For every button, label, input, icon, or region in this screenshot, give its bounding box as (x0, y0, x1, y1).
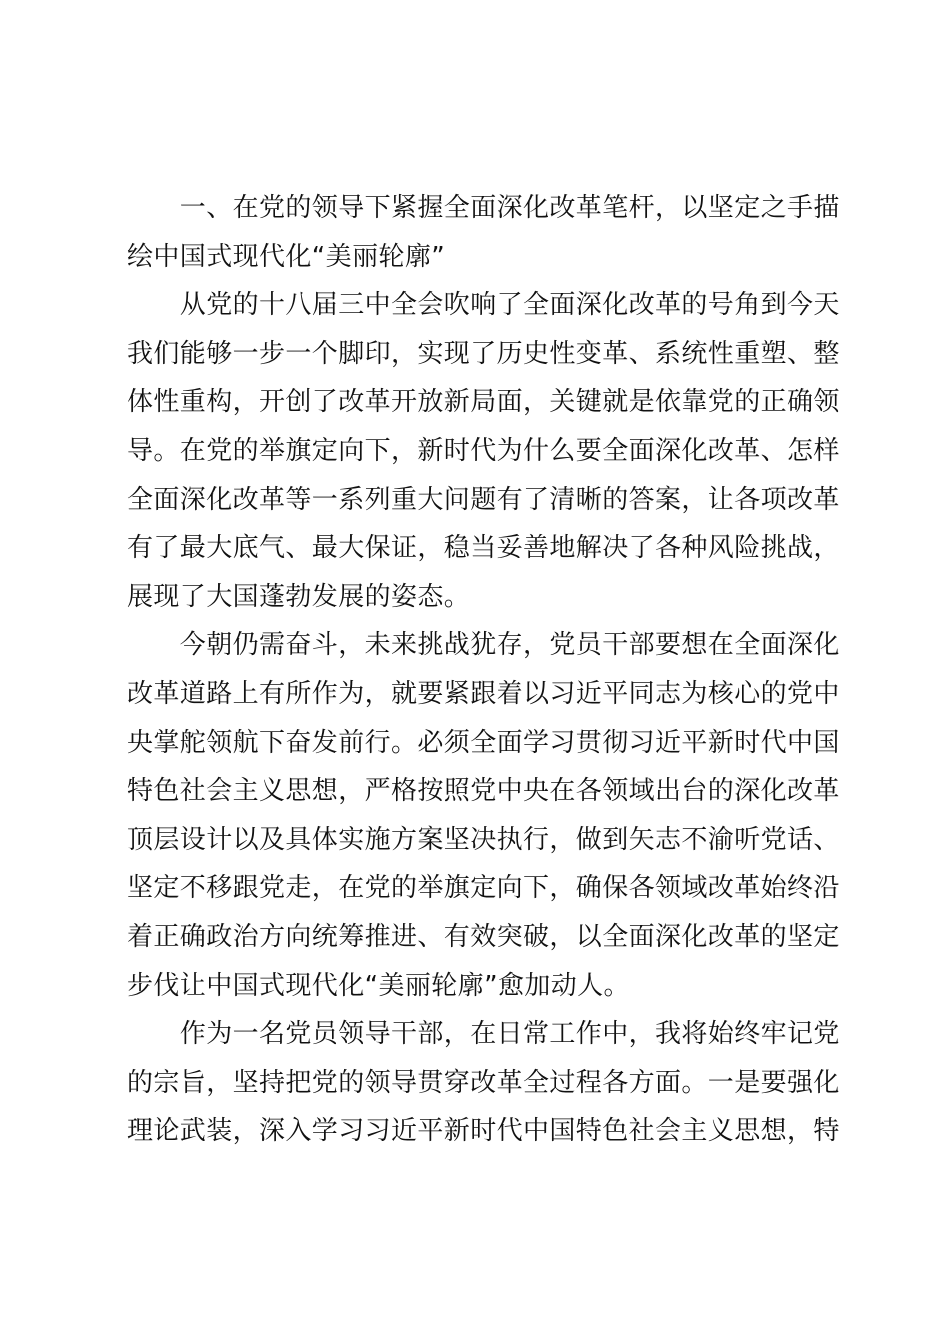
paragraph (127, 621, 840, 1010)
document-body (127, 184, 840, 1156)
paragraph (127, 1010, 840, 1156)
text-line: 绘中国式现代化“美丽轮廓” (127, 241, 446, 272)
text-line: 全面深化改革等一系列重大问题有了清晰的答案，让各项改革 (127, 484, 840, 515)
text-line: 步伐让中国式现代化“美丽轮廓”愈加动人。 (127, 970, 630, 1001)
section-heading (127, 184, 840, 281)
text-line: 展现了大国蓬勃发展的姿态。 (127, 581, 471, 612)
text-line: 作为一名党员领导干部，在日常工作中，我将始终牢记党 (127, 1019, 840, 1050)
text-line: 改革道路上有所作为，就要紧跟着以习近平同志为核心的党中 (127, 678, 840, 709)
text-line: 的宗旨，坚持把党的领导贯穿改革全过程各方面。一是要强化 (127, 1067, 840, 1098)
text-line: 着正确政治方向统筹推进、有效突破，以全面深化改革的坚定 (127, 921, 840, 952)
text-line: 一、在党的领导下紧握全面深化改革笔杆，以坚定之手描 (127, 193, 840, 223)
text-line: 今朝仍需奋斗，未来挑战犹存，党员干部要想在全面深化 (127, 630, 840, 661)
text-line: 导。在党的举旗定向下，新时代为什么要全面深化改革、怎样 (127, 435, 840, 466)
text-line: 央掌舵领航下奋发前行。必须全面学习贯彻习近平新时代中国 (127, 727, 840, 758)
text-line: 有了最大底气、最大保证，稳当妥善地解决了各种风险挑战， (127, 533, 840, 564)
text-line: 理论武装，深入学习习近平新时代中国特色社会主义思想，特 (127, 1116, 840, 1147)
text-line: 从党的十八届三中全会吹响了全面深化改革的号角到今天 (127, 290, 840, 321)
text-line: 体性重构，开创了改革开放新局面，关键就是依靠党的正确领 (127, 387, 840, 418)
text-line: 顶层设计以及具体实施方案坚决执行，做到矢志不渝听党话、 (127, 824, 840, 855)
text-line: 我们能够一步一个脚印，实现了历史性变革、系统性重塑、整 (127, 338, 840, 369)
text-line: 特色社会主义思想，严格按照党中央在各领域出台的深化改革 (127, 776, 840, 807)
paragraph (127, 281, 840, 621)
text-line: 坚定不移跟党走，在党的举旗定向下，确保各领域改革始终沿 (127, 873, 840, 904)
